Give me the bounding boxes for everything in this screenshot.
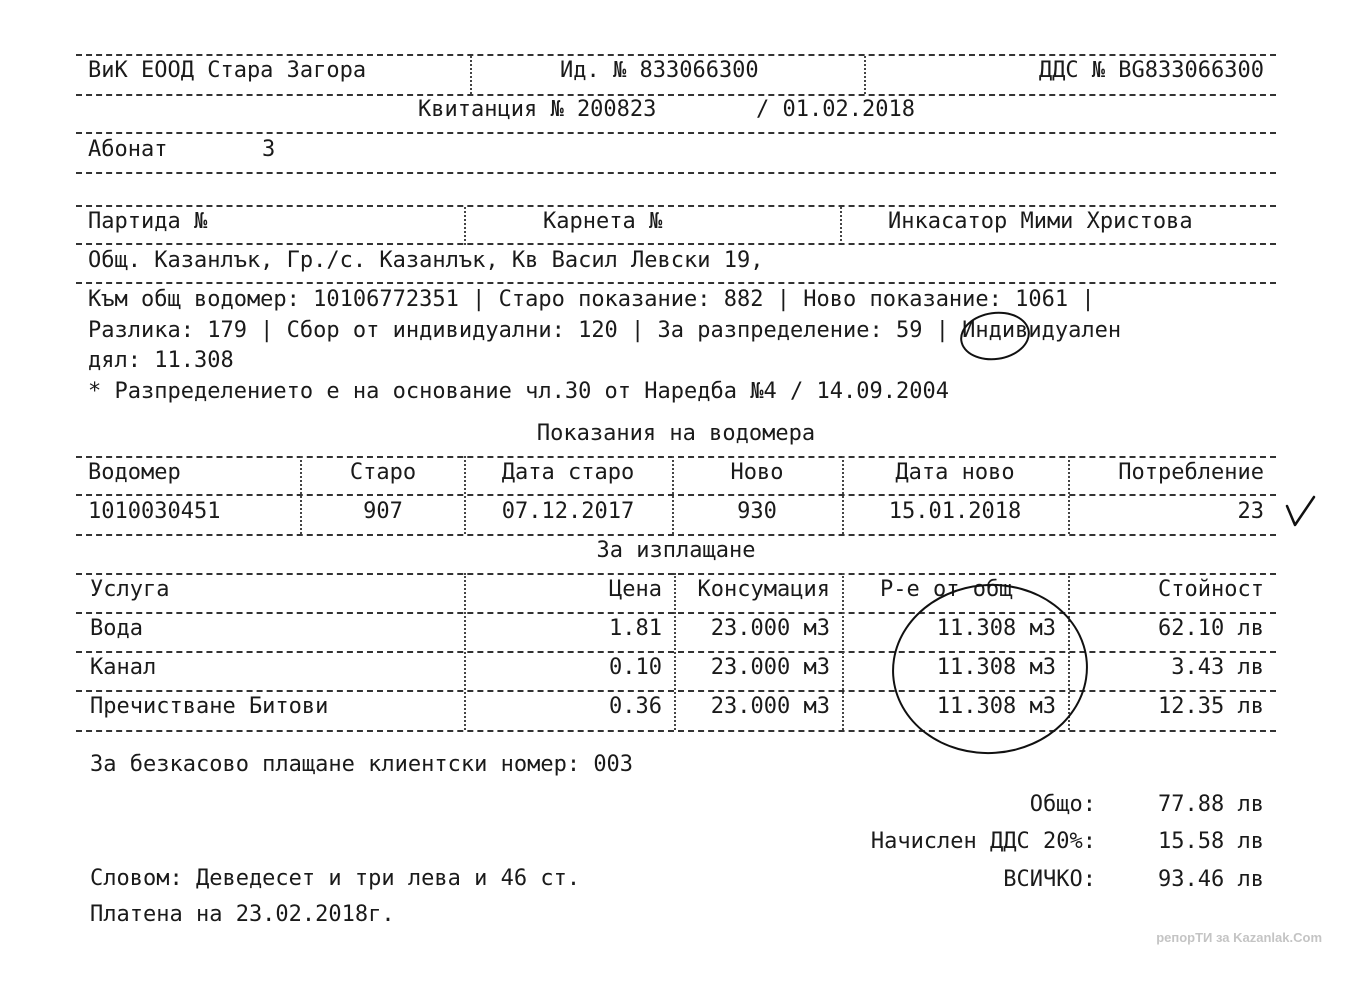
service-consumption: 23.000 м3 (710, 655, 830, 680)
service-distribution: 11.308 м3 (936, 694, 1056, 719)
total-value: 77.88 лв (1158, 792, 1264, 817)
divider (842, 456, 844, 534)
reading-meter-no: 1010030451 (88, 499, 221, 524)
readings-header-meter: Водомер (88, 460, 181, 485)
regulation-note: * Разпределението е на основание чл.30 от Наредба №4 / 14.09.2004 (88, 379, 949, 404)
checkmark-icon (1284, 494, 1318, 530)
divider (76, 494, 1276, 496)
service-amount: 12.35 лв (1158, 694, 1264, 719)
pen-circle-mark (886, 577, 1093, 760)
payment-header-price: Цена (609, 577, 662, 602)
vat-label: Начислен ДДС 20%: (870, 829, 1096, 854)
divider (76, 534, 1276, 536)
service-price: 0.36 (609, 694, 662, 719)
divider (76, 282, 1276, 284)
service-price: 0.10 (609, 655, 662, 680)
vat-value: 15.58 лв (1158, 829, 1264, 854)
reading-old-value: 907 (363, 499, 403, 524)
divider (674, 573, 676, 730)
common-meter-line3: дял: 11.308 (88, 348, 234, 373)
amount-in-words: Словом: Деведесет и три лева и 46 ст. (90, 866, 581, 891)
payment-title: За изплащане (596, 538, 756, 563)
service-distribution: 11.308 м3 (936, 616, 1056, 641)
divider (672, 456, 674, 534)
divider (300, 456, 302, 534)
service-amount: 3.43 лв (1171, 655, 1264, 680)
service-consumption: 23.000 м3 (710, 616, 830, 641)
reading-old-date: 07.12.2017 (501, 499, 635, 524)
total-label: Общо: (1029, 792, 1096, 817)
service-amount: 62.10 лв (1158, 616, 1264, 641)
divider (76, 243, 1276, 245)
subscriber-label: Абонат (88, 137, 168, 162)
readings-header-new-date: Дата ново (895, 460, 1015, 485)
divider (464, 456, 466, 534)
common-meter-line2: Разлика: 179 | Сбор от индивидуални: 120 | За разпределение: 59 | Индивидуален (88, 318, 1122, 343)
divider (76, 730, 1276, 732)
divider (1068, 456, 1070, 534)
service-consumption: 23.000 м3 (710, 694, 830, 719)
readings-header-old: Старо (349, 460, 417, 485)
divider (464, 207, 466, 245)
service-name: Вода (90, 616, 143, 641)
booklet-label: Карнета № (543, 209, 663, 234)
readings-header-new: Ново (730, 460, 784, 485)
reading-new-date: 15.01.2018 (888, 499, 1022, 524)
receipt-number: Квитанция № 200823 (418, 97, 657, 122)
subscriber-value: 3 (262, 137, 276, 162)
payment-header-service: Услуга (90, 577, 170, 602)
divider (840, 207, 842, 245)
divider (76, 651, 1276, 653)
company-id: Ид. № 833066300 (560, 58, 759, 83)
common-meter-line1: Към общ водомер: 10106772351 | Старо показание: 882 | Ново показание: 1061 | (88, 287, 1095, 312)
grand-total-value: 93.46 лв (1158, 867, 1264, 892)
readings-header-old-date: Дата старо (501, 460, 635, 485)
service-distribution: 11.308 м3 (936, 655, 1056, 680)
service-name: Канал (90, 655, 157, 680)
reading-consumption: 23 (1237, 499, 1264, 524)
service-price: 1.81 (609, 616, 662, 641)
divider (76, 94, 1276, 96)
divider (470, 56, 472, 94)
payment-header-amount: Стойност (1158, 577, 1264, 602)
pen-circle-mark (957, 307, 1033, 364)
watermark: репорТИ за Kazanlak.Com (1156, 930, 1322, 945)
divider (76, 132, 1276, 134)
payment-header-consumption: Консумация (697, 577, 830, 602)
party-label: Партида № (88, 209, 208, 234)
payment-header-distribution: Р-е от общ (880, 577, 1013, 602)
divider (76, 54, 1276, 56)
divider (76, 205, 1276, 207)
collector: Инкасатор Мими Христова (888, 209, 1193, 234)
receipt-date: / 01.02.2018 (756, 97, 915, 122)
divider (76, 172, 1276, 174)
client-number: За безкасово плащане клиентски номер: 003 (90, 752, 634, 777)
divider (864, 56, 866, 94)
address: Общ. Казанлък, Гр./с. Казанлък, Кв Васил Левски 19, (88, 248, 777, 273)
readings-header-consumption: Потребление (1118, 460, 1264, 485)
divider (842, 573, 844, 730)
grand-total-label: ВСИЧКО: (1003, 867, 1096, 892)
divider (76, 690, 1276, 692)
divider (464, 573, 466, 730)
divider (76, 456, 1276, 458)
paid-on-date: Платена на 23.02.2018г. (90, 902, 395, 927)
company-name: ВиК ЕООД Стара Загора (88, 58, 367, 83)
divider (76, 573, 1276, 575)
vat-number: ДДС № BG833066300 (1038, 58, 1264, 83)
reading-new-value: 930 (737, 499, 777, 524)
divider (76, 612, 1276, 614)
readings-title: Показания на водомера (536, 421, 816, 446)
service-name: Пречистване Битови (90, 694, 329, 719)
